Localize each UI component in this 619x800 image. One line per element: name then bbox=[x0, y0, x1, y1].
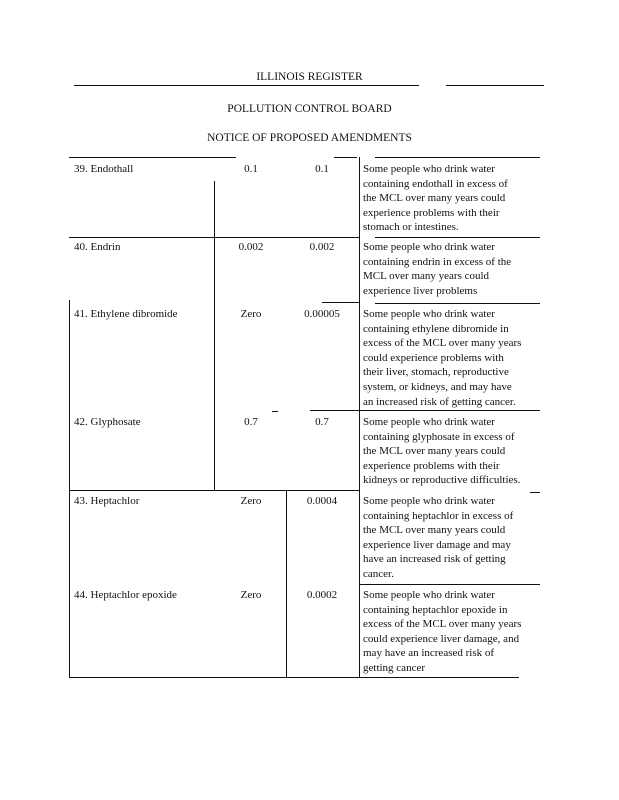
column-divider bbox=[359, 157, 360, 678]
register-title: ILLINOIS REGISTER bbox=[256, 71, 363, 83]
health-effects: Some people who drink water containing heptachlor in excess of the MCL over many years could experience liver damage and may have an increased risk of getting cancer. bbox=[363, 495, 514, 580]
health-effects: Some people who drink water containing glyphosate in excess of the MCL over many years could experience problems with their kidneys or reproductive difficulties. bbox=[363, 416, 521, 487]
mclg-value: 0.7 bbox=[244, 416, 258, 428]
column-divider bbox=[286, 490, 287, 678]
contaminant-name: 41. Ethylene dibromide bbox=[74, 308, 178, 320]
rule bbox=[375, 157, 540, 158]
column-divider bbox=[69, 300, 70, 678]
row-divider bbox=[530, 492, 540, 493]
mcl-value: 0.1 bbox=[315, 163, 329, 175]
health-effects: Some people who drink water containing endothall in excess of the MCL over many years could experience problems with their stomach or intestines. bbox=[363, 163, 508, 234]
mclg-value: 0.1 bbox=[244, 163, 258, 175]
row-divider bbox=[69, 237, 359, 238]
mclg-value: Zero bbox=[240, 589, 262, 601]
mclg-value: Zero bbox=[240, 308, 262, 320]
row-divider bbox=[375, 303, 540, 304]
health-effects: Some people who drink water containing heptachlor epoxide in excess of the MCL over many years could experience liver damage, and may have an increased risk of getting cancer bbox=[363, 589, 522, 674]
board-title: POLLUTION CONTROL BOARD bbox=[227, 103, 392, 115]
row-divider bbox=[272, 411, 278, 412]
notice-title: NOTICE OF PROPOSED AMENDMENTS bbox=[207, 132, 412, 144]
mcl-value: 0.0004 bbox=[306, 495, 338, 507]
mcl-value: 0.0002 bbox=[306, 589, 338, 601]
rule bbox=[74, 85, 419, 86]
row-divider bbox=[322, 302, 359, 303]
health-effects: Some people who drink water containing endrin in excess of the MCL over many years could experience liver problems bbox=[363, 241, 512, 297]
row-divider bbox=[375, 237, 540, 238]
mcl-value: 0.7 bbox=[315, 416, 329, 428]
mclg-value: Zero bbox=[240, 495, 262, 507]
rule bbox=[334, 157, 357, 158]
health-effects: Some people who drink water containing ethylene dibromide in excess of the MCL over many years could experience problems with their liver, stomach, reproductive system, or kidneys, and may have an increased risk of getting cancer. bbox=[363, 308, 522, 408]
contaminant-name: 43. Heptachlor bbox=[74, 495, 140, 507]
rule bbox=[446, 85, 544, 86]
row-divider bbox=[359, 584, 540, 585]
column-divider bbox=[214, 181, 215, 490]
contaminant-name: 39. Endothall bbox=[74, 163, 134, 175]
row-divider bbox=[69, 490, 359, 491]
contaminant-name: 44. Heptachlor epoxide bbox=[74, 589, 177, 601]
rule bbox=[69, 157, 236, 158]
mclg-value: 0.002 bbox=[238, 241, 264, 253]
mcl-value: 0.00005 bbox=[304, 308, 340, 320]
contaminant-name: 42. Glyphosate bbox=[74, 416, 141, 428]
row-divider bbox=[310, 410, 540, 411]
row-divider bbox=[69, 677, 519, 678]
mcl-value: 0.002 bbox=[309, 241, 335, 253]
contaminant-name: 40. Endrin bbox=[74, 241, 121, 253]
